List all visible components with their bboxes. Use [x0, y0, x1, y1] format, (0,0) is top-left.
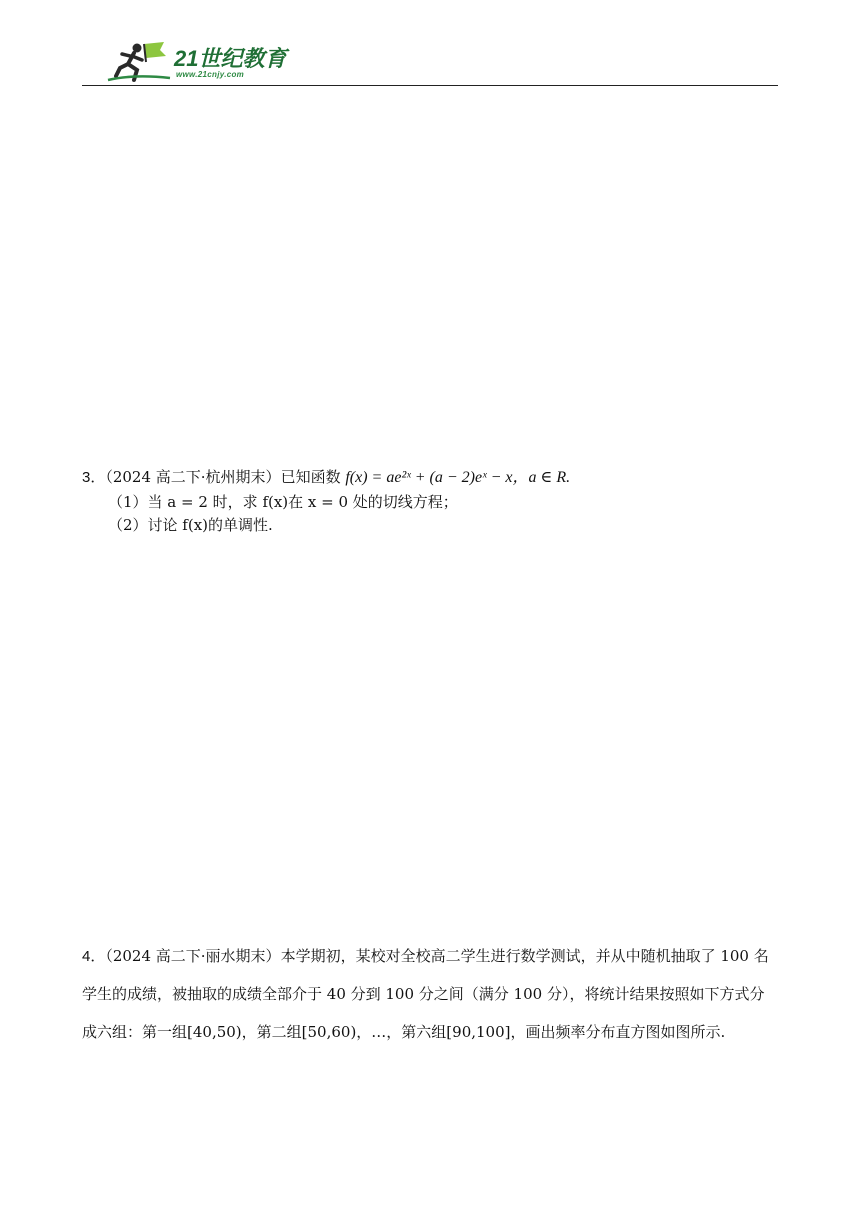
problem-3-number: 3． [82, 469, 106, 486]
logo-url: www.21cnjy.com [176, 70, 245, 79]
problem-3-stem-prefix: 已知函数 [280, 468, 346, 486]
problem-4 [82, 938, 782, 1052]
problem-4-line-3: 成六组：第一组[40,50)，第二组[50,60)，…，第六组[90,100]，画出频率分布直方图如图所示. [82, 1022, 726, 1041]
problem-4-text-1: 本学期初，某校对全校高二学生进行数学测试，并从中随机抽取了 100 名 [280, 947, 769, 965]
problem-3 [82, 466, 782, 537]
problem-3-part-1: （1）当 a = 2 时，求 f(x)在 x = 0 处的切线方程； [108, 492, 458, 511]
logo [104, 40, 294, 84]
header-divider [82, 85, 778, 86]
problem-3-stem [82, 466, 782, 491]
logo-text: 21世纪教育 [174, 46, 287, 71]
problem-3-part-2: （2）讨论 f(x)的单调性. [108, 516, 273, 535]
problem-4-number: 4． [82, 948, 106, 965]
problem-4-source: （2024 高二下·丽水期末） [105, 947, 281, 965]
runner-logo-icon [104, 40, 174, 84]
problem-3-formula: f(x) = ae²ˣ + (a − 2)eˣ − x，a ∈ R. [345, 469, 571, 486]
problem-3-source: （2024 高二下·杭州期末） [105, 468, 281, 486]
problem-4-line-2: 学生的成绩，被抽取的成绩全部介于 40 分到 100 分之间（满分 100 分），将统计结果按照如下方式分 [82, 984, 765, 1003]
page-header [82, 40, 778, 86]
problem-4-line-1 [82, 938, 782, 976]
